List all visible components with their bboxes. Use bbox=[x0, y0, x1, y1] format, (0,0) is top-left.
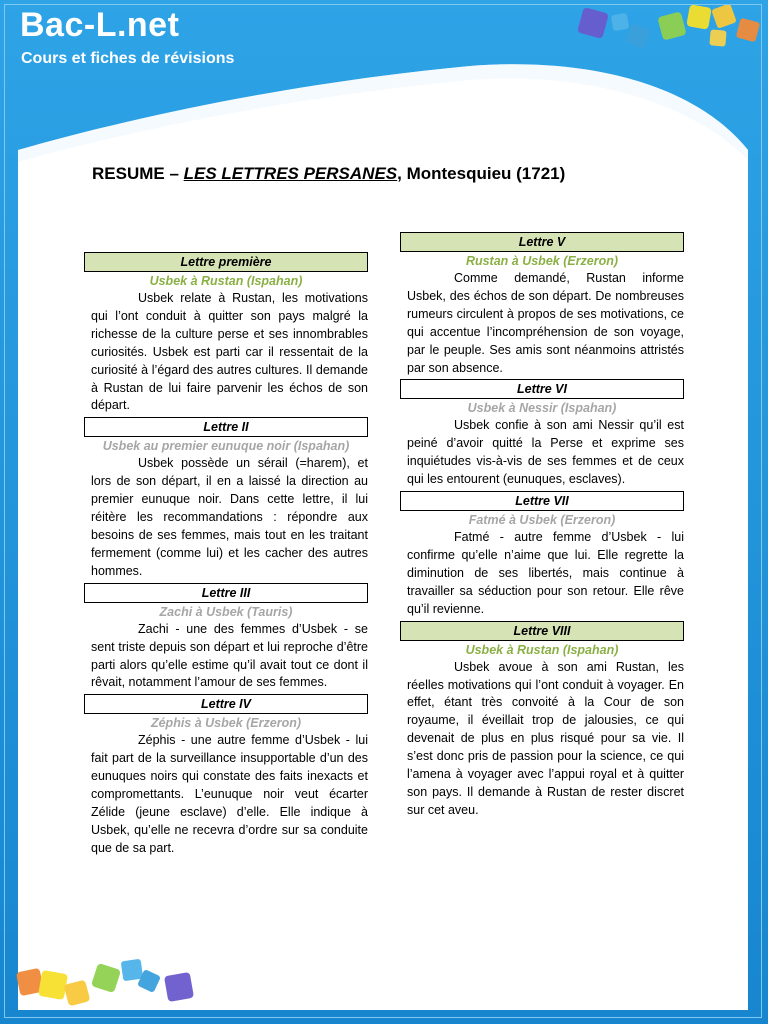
letter-summary: Zéphis - une autre femme d’Usbek - lui fait part de la surveillance insupportable d’un des eunuques noirs qui constate des faits inexacts et compromettants. L’eunuque noir veut écarter Zélide (jeune esclave) d’elle. Elle indique à Usbek, qu’elle ne recevra d’ordre sur sa conduite que de sa part. bbox=[91, 733, 368, 855]
letter-heading: Lettre IV bbox=[84, 694, 368, 714]
letter-section bbox=[400, 621, 684, 820]
letter-heading: Lettre VIII bbox=[400, 621, 684, 641]
letter-address: Usbek à Nessir (Ispahan) bbox=[467, 401, 617, 416]
letter-heading: Lettre II bbox=[84, 417, 368, 437]
letter-section bbox=[400, 491, 684, 619]
letter-address: Zéphis à Usbek (Erzeron) bbox=[150, 716, 302, 731]
letter-address: Usbek à Rustan (Ispahan) bbox=[149, 274, 303, 288]
letter-summary: Usbek confie à son ami Nessir qu’il est peiné d’avoir quitté la Perse et exprime ses inquiétudes vis-à-vis de ses femmes et de ceux qui les entourent (eunuques, esclaves). bbox=[407, 418, 684, 487]
letter-section bbox=[400, 379, 684, 489]
letter-address: Usbek à Rustan (Ispahan) bbox=[465, 642, 619, 657]
title-prefix: RESUME – bbox=[92, 164, 184, 183]
letter-section bbox=[84, 417, 368, 580]
right-column bbox=[400, 232, 684, 822]
letter-summary: Zachi - une des femmes d’Usbek - se sent triste depuis son départ et lui reproche d’être parti alors qu’elle estime qu’il avait tout ce dont il rêvait, notamment l’amour de ses femmes. bbox=[91, 621, 368, 690]
letter-summary: Comme demandé, Rustan informe Usbek, des échos de son départ. De nombreuses rumeurs circulent à propos de ses motivations, ce qui accentue l’incompréhension de son voyage, par le peuple. Ses amis sont néanmoins attristés par son absence. bbox=[407, 271, 684, 375]
letter-address: Usbek au premier eunuque noir (Ispahan) bbox=[102, 439, 350, 454]
letter-summary: Usbek avoue à son ami Rustan, les réelles motivations qui l’ont conduit à voyager. En effet, étant très convoité à la Cour de son royaume, il éveillait trop de jalousies, ce qui devenait de plus en plus risqué pour sa vie. Il s’est donc pris de passion pour la science, ce qui l’amena à voyager avec l’appui royal et à quitter son pays. Il demande à Rustan de rester discret sur cet aveu. bbox=[407, 659, 684, 817]
letter-address: Rustan à Usbek (Erzeron) bbox=[465, 254, 619, 268]
letter-section bbox=[84, 583, 368, 693]
letter-summary: Usbek relate à Rustan, les motivations qui l’ont conduit à quitter son pays malgré la richesse de la culture perse et ses innombrables curiosités. Usbek est parti car il ressentait de la curiosité à l’égard des autres cultures. Il demande à Rustan de lui faire parvenir les échos de son départ. bbox=[91, 291, 368, 413]
book-title: LES LETTRES PERSANES bbox=[183, 164, 398, 183]
letter-heading: Lettre VII bbox=[400, 491, 684, 511]
letter-heading: Lettre III bbox=[84, 583, 368, 603]
letter-heading: Lettre V bbox=[400, 232, 684, 252]
letter-summary: Usbek possède un sérail (=harem), et lors de son départ, il en a laissé la direction au premier eunuque noir. Dans cette lettre, il lui réitère les recommandations : répondre aux besoins de ses femmes, mais tout en les traitant fermement (comme lui) et les cacher des autres hommes. bbox=[91, 456, 368, 578]
left-column bbox=[84, 252, 368, 860]
site-tagline: Cours et fiches de révisions bbox=[21, 50, 235, 67]
letter-section bbox=[84, 252, 368, 415]
document-title bbox=[92, 164, 565, 184]
letter-address: Zachi à Usbek (Tauris) bbox=[159, 604, 293, 619]
title-suffix: , Montesquieu (1721) bbox=[397, 164, 566, 183]
letter-summary: Fatmé - autre femme d’Usbek - lui confirme qu’elle n’aime que lui. Elle regrette la diminution de ses libertés, mais continue à travailler sa séduction pour son retour. Elle rêve qu’il revienne. bbox=[407, 530, 684, 616]
letter-section bbox=[84, 694, 368, 857]
site-logo[interactable]: Bac-L.net bbox=[20, 6, 180, 44]
letter-address: Fatmé à Usbek (Erzeron) bbox=[468, 513, 616, 528]
letter-heading: Lettre première bbox=[84, 252, 368, 272]
letter-section bbox=[400, 232, 684, 377]
letter-heading: Lettre VI bbox=[400, 379, 684, 399]
